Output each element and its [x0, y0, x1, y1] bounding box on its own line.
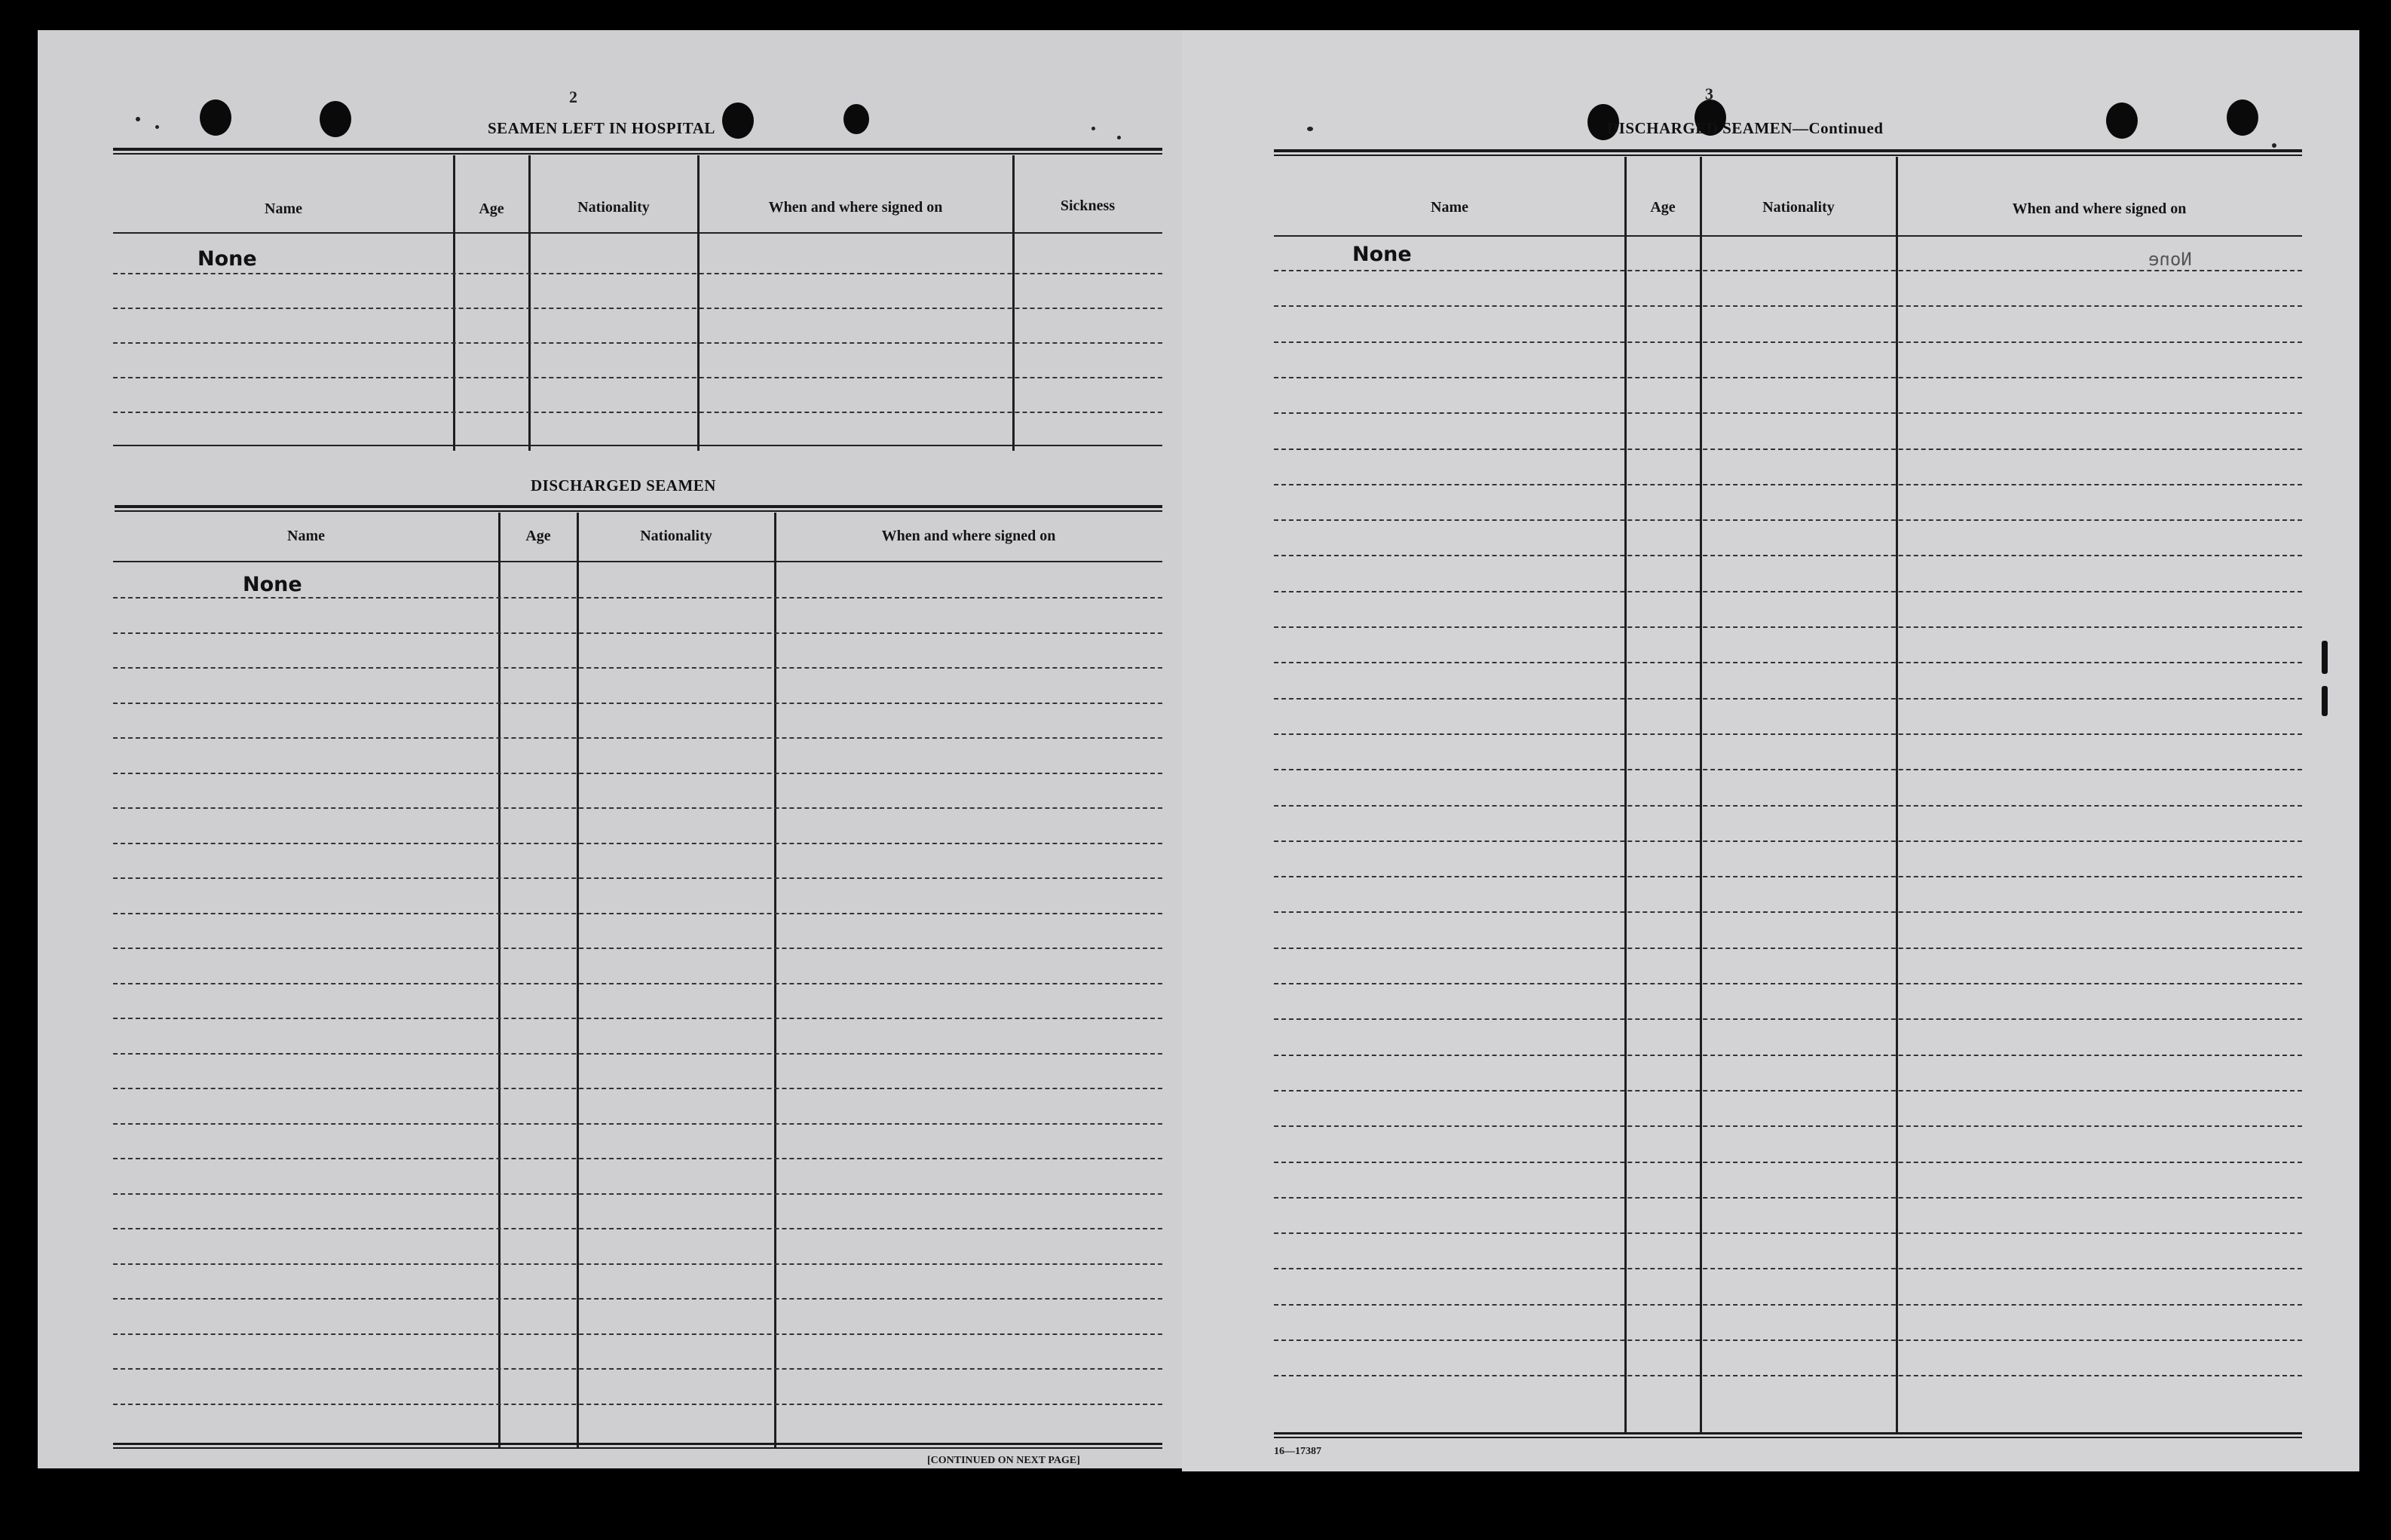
column-divider [577, 513, 579, 1447]
row-line [113, 1018, 1162, 1019]
row-line [113, 1368, 1162, 1370]
row-line [113, 1228, 1162, 1229]
column-header-signed-on: When and where signed on [2012, 201, 2187, 217]
row-line [1274, 698, 2302, 700]
row-line [113, 1088, 1162, 1089]
row-line [113, 273, 1162, 274]
title-suffix: —Continued [1792, 119, 1884, 137]
row-line [113, 773, 1162, 774]
discharged-top-rule-thin [115, 510, 1162, 512]
column-header-age: Age [1650, 199, 1676, 216]
column-header-signed-on: When and where signed on [768, 199, 943, 216]
row-line [1274, 948, 2302, 949]
row-line [113, 948, 1162, 949]
top-rule [113, 148, 1162, 151]
column-header-nationality: Nationality [577, 199, 650, 216]
hospital-entry-name: None [197, 247, 257, 271]
column-header-name: Name [265, 201, 302, 217]
ink-speck [1307, 127, 1313, 131]
column-header-sickness: Sickness [1060, 197, 1116, 214]
row-line [1274, 1018, 2302, 1020]
discharged-top-rule [115, 505, 1162, 508]
ink-speck [1117, 136, 1121, 139]
row-line [1274, 305, 2302, 307]
row-line [113, 308, 1162, 309]
row-line [113, 1053, 1162, 1055]
row-line [113, 807, 1162, 809]
row-line [1274, 1339, 2302, 1341]
column-header-name: Name [287, 528, 325, 544]
punch-hole [843, 104, 869, 134]
row-line [1274, 840, 2302, 842]
binding-clip-mark [2322, 641, 2328, 674]
discharged-continued-table [1274, 157, 2302, 1434]
row-line [1274, 662, 2302, 663]
punch-hole [722, 103, 754, 139]
column-divider [1012, 155, 1015, 451]
row-line [1274, 733, 2302, 735]
row-line [113, 377, 1162, 378]
row-line [1274, 1162, 2302, 1163]
punch-hole [200, 100, 231, 136]
header-underline [113, 232, 1162, 234]
row-line [1274, 626, 2302, 628]
left-page [38, 30, 1182, 1468]
row-line [1274, 1304, 2302, 1306]
column-divider [697, 155, 700, 451]
ink-speck [1091, 127, 1095, 130]
top-rule-thin [1274, 155, 2302, 156]
continued-note: [CONTINUED ON NEXT PAGE] [927, 1455, 1080, 1466]
column-header-age: Age [479, 201, 504, 217]
row-line [113, 877, 1162, 879]
page-number: 2 [569, 87, 577, 106]
row-line [1274, 555, 2302, 556]
row-line [1274, 484, 2302, 485]
column-divider [498, 513, 501, 1447]
bottom-rule [1274, 1432, 2302, 1434]
row-line [113, 1158, 1162, 1159]
punch-hole [2227, 100, 2258, 136]
bottom-rule-thin [1274, 1437, 2302, 1438]
row-line [1274, 1232, 2302, 1234]
row-line [113, 412, 1162, 413]
top-rule [1274, 149, 2302, 152]
row-line [113, 632, 1162, 634]
binding-clip-mark [2322, 686, 2328, 716]
bottom-rule-thin [113, 1447, 1162, 1449]
discharged-entry-name: None [243, 573, 302, 596]
row-line [113, 342, 1162, 344]
column-header-nationality: Nationality [1762, 199, 1835, 216]
row-line [113, 1123, 1162, 1125]
row-line [113, 843, 1162, 844]
row-line [1274, 377, 2302, 378]
column-divider [1700, 157, 1702, 1434]
ink-speck [136, 117, 140, 121]
column-divider [774, 513, 776, 1447]
form-code: 16—17387 [1274, 1446, 1321, 1457]
column-divider [453, 155, 455, 451]
column-divider [528, 155, 531, 451]
row-line [1274, 449, 2302, 450]
right-page [1182, 30, 2359, 1471]
row-line [1274, 519, 2302, 521]
discharged-continued-entry-name: None [1352, 243, 1412, 266]
title-main: DISCHARGED SEAMEN [1607, 119, 1792, 137]
column-header-nationality: Nationality [640, 528, 712, 544]
column-divider [1624, 157, 1627, 1434]
row-line [113, 1333, 1162, 1335]
discharged-continued-title [1607, 119, 1883, 138]
row-line [1274, 805, 2302, 807]
header-underline [113, 561, 1162, 562]
column-header-age: Age [525, 528, 551, 544]
punch-hole [320, 101, 351, 137]
table-bottom-line [113, 445, 1162, 446]
punch-hole [2106, 103, 2138, 139]
row-line [1274, 876, 2302, 877]
row-line [1274, 911, 2302, 913]
discharged-table [113, 513, 1162, 1447]
row-line [113, 1263, 1162, 1265]
row-line [1274, 769, 2302, 770]
row-line [1274, 1125, 2302, 1127]
row-line [1274, 591, 2302, 592]
row-line [1274, 341, 2302, 343]
row-line [113, 597, 1162, 599]
header-underline [1274, 235, 2302, 237]
row-line [1274, 983, 2302, 984]
mirrored-bleed-through-text: None [2148, 249, 2192, 270]
row-line [113, 737, 1162, 739]
bottom-rule [113, 1443, 1162, 1445]
row-line [1274, 1375, 2302, 1376]
row-line [1274, 1268, 2302, 1269]
row-line [1274, 1090, 2302, 1091]
ink-speck [155, 125, 159, 129]
row-line [1274, 1055, 2302, 1056]
row-line [113, 1193, 1162, 1195]
top-rule-thin [113, 153, 1162, 155]
row-line [113, 913, 1162, 914]
row-line [113, 983, 1162, 984]
row-line [113, 703, 1162, 704]
row-line [113, 1298, 1162, 1300]
row-line [113, 667, 1162, 669]
hospital-table [113, 155, 1162, 451]
ink-speck [2272, 143, 2276, 148]
page-number: 3 [1705, 84, 1713, 103]
discharged-section-title: DISCHARGED SEAMEN [531, 476, 716, 494]
hospital-section-title: SEAMEN LEFT IN HOSPITAL [488, 119, 715, 137]
row-line [1274, 270, 2302, 271]
column-header-signed-on: When and where signed on [881, 528, 1056, 544]
row-line [1274, 412, 2302, 414]
column-header-name: Name [1431, 199, 1468, 216]
row-line [1274, 1197, 2302, 1199]
column-divider [1896, 157, 1898, 1434]
row-line [113, 1404, 1162, 1405]
